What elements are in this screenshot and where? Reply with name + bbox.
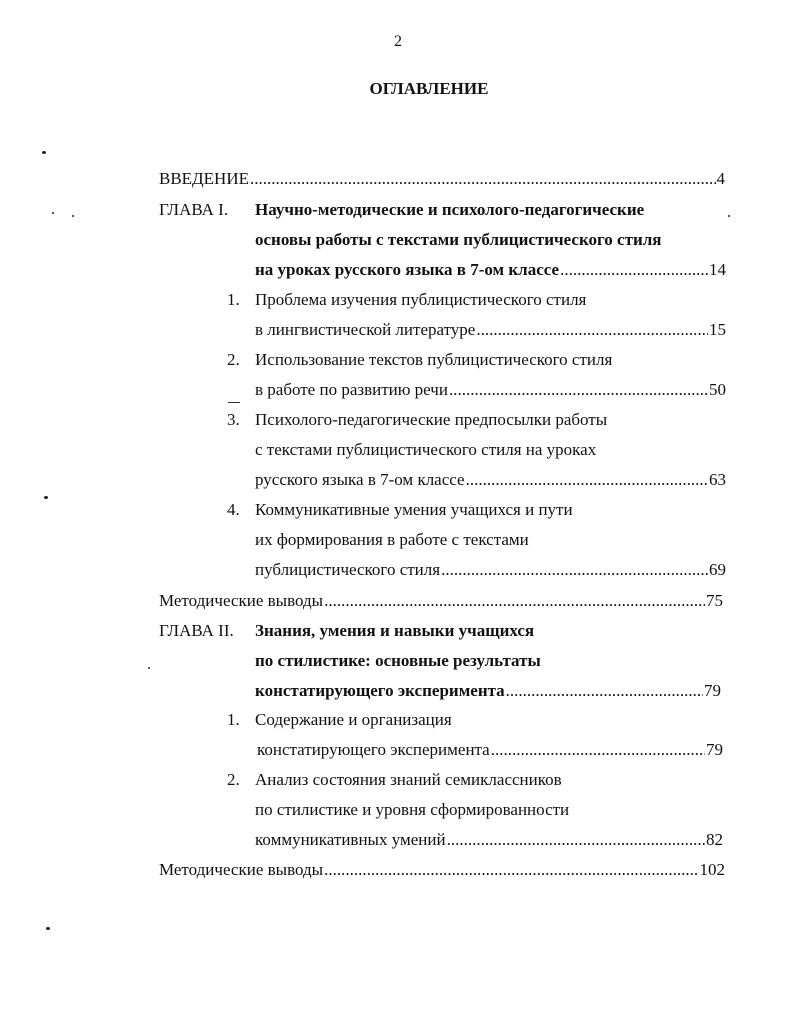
conclusions-1-row [159, 589, 723, 613]
section-2-2-row [255, 828, 723, 852]
dot-leader [447, 828, 705, 852]
chapter-label: ГЛАВА II. [159, 621, 234, 640]
scan-speck [52, 212, 54, 214]
toc-page-number: 4 [716, 169, 725, 188]
chapter-2-row [255, 679, 721, 703]
dot-leader [324, 858, 698, 882]
toc-page-number: 69 [709, 560, 726, 579]
chapter-title-line: Знания, умения и навыки учащихся [255, 621, 535, 640]
toc-page-number: 102 [699, 860, 725, 879]
section-title-line: Психолого-педагогические предпосылки работы [255, 410, 608, 429]
section-number: 4. [227, 500, 240, 519]
section-title-line: Анализ состояния знаний семиклассников [255, 770, 562, 789]
section-title-line: в работе по развитию речи [255, 380, 448, 399]
page-number: 2 [394, 33, 402, 50]
chapter-label: ГЛАВА I. [159, 200, 229, 219]
toc-entry-label: Методические выводы [159, 860, 324, 879]
chapter-1-row [255, 258, 726, 282]
section-title-line: Проблема изучения публицистического стиля [255, 290, 587, 309]
section-2-1-row [257, 738, 723, 762]
dot-leader [506, 679, 703, 703]
section-number: 1. [227, 710, 240, 729]
section-title-line: Коммуникативные умения учащихся и пути [255, 500, 573, 519]
toc-entry-label: Методические выводы [159, 591, 324, 610]
dot-leader [324, 589, 705, 613]
dot-leader [560, 258, 708, 282]
section-number: 1. [227, 290, 240, 309]
scan-speck [148, 667, 150, 669]
section-title-line: Содержание и организация [255, 710, 452, 729]
scan-speck [44, 496, 48, 499]
dot-leader [466, 468, 708, 492]
section-title-line: по стилистике и уровня сформированности [255, 800, 570, 819]
scan-mark [228, 402, 240, 403]
scan-speck [42, 151, 46, 154]
section-number: 2. [227, 770, 240, 789]
toc-page-number: 15 [709, 320, 726, 339]
chapter-title-line: Научно-методические и психолого-педагогические [255, 200, 645, 219]
toc-entry-intro-row [159, 167, 725, 191]
toc-page-number: 75 [706, 591, 723, 610]
section-number: 2. [227, 350, 240, 369]
scan-speck [46, 927, 50, 930]
section-1-3-row [255, 468, 726, 492]
dot-leader [491, 738, 705, 762]
section-title-line: русского языка в 7-ом классе [255, 470, 465, 489]
toc-entry-label: ВВЕДЕНИЕ [159, 169, 249, 188]
chapter-title-line: констатирующего эксперимента [255, 681, 505, 700]
dot-leader [250, 167, 716, 191]
dot-leader [476, 318, 708, 342]
toc-page-number: 63 [709, 470, 726, 489]
page-title: ОГЛАВЛЕНИЕ [369, 79, 489, 98]
section-number: 3. [227, 410, 240, 429]
dot-leader [441, 558, 708, 582]
section-title-line: коммуникативных умений [255, 830, 446, 849]
toc-page-number: 79 [704, 681, 721, 700]
section-title-line: в лингвистической литературе [255, 320, 476, 339]
chapter-title-line: на уроках русского языка в 7-ом классе [255, 260, 560, 279]
scan-speck [728, 215, 730, 217]
section-1-2-row [255, 378, 726, 402]
section-title-line: их формирования в работе с текстами [255, 530, 529, 549]
toc-page-number: 82 [706, 830, 723, 849]
toc-page-number: 79 [706, 740, 723, 759]
section-title-line: публицистического стиля [255, 560, 441, 579]
chapter-title-line: по стилистике: основные результаты [255, 651, 541, 670]
section-title-line: констатирующего эксперимента [257, 740, 490, 759]
toc-page-number: 14 [709, 260, 726, 279]
section-1-4-row [255, 558, 726, 582]
conclusions-2-row [159, 858, 725, 882]
toc-page-number: 50 [709, 380, 726, 399]
scan-speck [72, 215, 74, 217]
dot-leader [449, 378, 708, 402]
section-1-1-row [255, 318, 726, 342]
section-title-line: с текстами публицистического стиля на уроках [255, 440, 597, 459]
section-title-line: Использование текстов публицистического стиля [255, 350, 613, 369]
chapter-title-line: основы работы с текстами публицистического стиля [255, 230, 662, 249]
